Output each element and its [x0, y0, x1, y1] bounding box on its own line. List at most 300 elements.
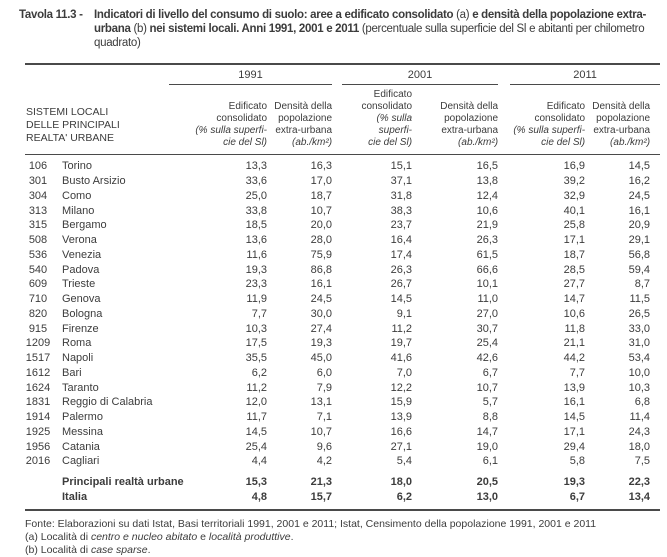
column-gap — [498, 64, 510, 155]
table-row — [25, 381, 660, 396]
sl-code: 820 — [28, 307, 48, 320]
value-cell: 16,1 — [628, 204, 651, 217]
value-cell: 25,4 — [476, 337, 499, 350]
header-line: Densità della — [592, 101, 651, 113]
table-row — [25, 366, 660, 381]
value-cell: 13,6 — [245, 234, 268, 247]
city-name: Messina — [62, 425, 103, 438]
header-line: cie del Sl) — [368, 137, 413, 149]
value-cell: 16,3 — [310, 160, 333, 173]
value-cell: 15,1 — [390, 160, 413, 173]
gap-cell — [498, 204, 510, 219]
value-cell: 6,1 — [482, 455, 499, 468]
sl-code — [25, 469, 51, 490]
value-cell: 14,7 — [476, 425, 499, 438]
gap-cell — [498, 425, 510, 440]
value-cell: 17,1 — [563, 425, 586, 438]
value-cell: 5,4 — [396, 455, 413, 468]
header-line: Densità della — [274, 101, 333, 113]
value-cell: 24,5 — [310, 293, 333, 306]
value-cell: 45,0 — [310, 352, 333, 365]
gap-cell — [498, 454, 510, 469]
gap-cell — [332, 174, 342, 189]
sl-code: 1956 — [25, 440, 51, 453]
city-name: Roma — [62, 337, 92, 350]
statistics-table — [25, 63, 660, 510]
header-line: Edificato — [373, 89, 413, 101]
header-line: (ab./km²) — [458, 137, 499, 149]
value-cell: 12,4 — [476, 189, 499, 202]
value-cell: 27,7 — [563, 278, 586, 291]
gap-cell — [498, 277, 510, 292]
year-header-2011: 2011 — [510, 64, 660, 85]
table-row — [25, 410, 660, 425]
value-cell: 19,0 — [476, 440, 499, 453]
gap-cell — [498, 336, 510, 351]
table-body — [25, 155, 660, 510]
value-cell: 27,1 — [390, 440, 413, 453]
value-cell: 5,7 — [482, 396, 499, 409]
value-cell: 86,8 — [310, 263, 333, 276]
gap-cell — [498, 469, 510, 490]
value-cell: 66,6 — [476, 263, 499, 276]
sl-code — [25, 490, 51, 510]
sl-code: 609 — [28, 278, 48, 291]
city-name: Torino — [62, 160, 92, 173]
sl-code: 1517 — [25, 352, 51, 365]
sl-code: 313 — [28, 204, 48, 217]
value-cell: 6,7 — [569, 490, 586, 503]
value-cell: 16,5 — [476, 160, 499, 173]
header-line: extra-urbana — [441, 125, 499, 137]
value-cell: 15,3 — [245, 476, 268, 489]
value-cell: 4,8 — [251, 490, 268, 503]
table-row — [25, 292, 660, 307]
value-cell: 7,7 — [251, 307, 268, 320]
value-cell: 39,2 — [563, 175, 586, 188]
gap-cell — [498, 218, 510, 233]
footnote-b — [25, 544, 667, 557]
footnote-a-mid: e — [197, 530, 209, 543]
gap-cell — [332, 322, 342, 337]
city-name: Busto Arsizio — [62, 175, 126, 188]
gap-cell — [498, 381, 510, 396]
value-cell: 10,0 — [628, 366, 651, 379]
stub-line: SISTEMI LOCALI — [26, 106, 109, 119]
value-cell: 18,0 — [628, 440, 651, 453]
table-title-text — [94, 9, 649, 50]
value-cell: 44,2 — [563, 352, 586, 365]
value-cell: 59,4 — [628, 263, 651, 276]
sl-code: 540 — [28, 263, 48, 276]
value-cell: 16,1 — [310, 278, 333, 291]
value-cell: 10,7 — [476, 381, 499, 394]
city-name: Italia — [62, 490, 88, 503]
sl-code: 304 — [28, 189, 48, 202]
footnote-b-suffix: . — [147, 544, 151, 557]
value-cell: 12,0 — [245, 396, 268, 409]
gap-cell — [332, 381, 342, 396]
value-cell: 11,0 — [477, 293, 499, 306]
city-name: Reggio di Calabria — [62, 396, 153, 409]
value-cell: 28,0 — [310, 234, 333, 247]
value-cell: 21,1 — [563, 337, 586, 350]
value-cell: 35,5 — [245, 352, 268, 365]
table-row — [25, 155, 660, 174]
gap-cell — [498, 174, 510, 189]
header-line: consolidato — [534, 113, 586, 125]
header-line: extra-urbana — [275, 125, 333, 137]
value-cell: 16,6 — [390, 425, 413, 438]
footnote-b-prefix: (b) Località di — [25, 544, 91, 557]
gap-cell — [498, 490, 510, 510]
value-cell: 9,6 — [316, 440, 333, 453]
city-name: Padova — [62, 263, 100, 276]
table-row — [25, 263, 660, 278]
value-cell: 56,8 — [628, 248, 651, 261]
value-cell: 30,7 — [476, 322, 499, 335]
gap-cell — [498, 351, 510, 366]
value-cell: 4,2 — [316, 455, 333, 468]
gap-cell — [332, 336, 342, 351]
table-row — [25, 425, 660, 440]
header-line: cie del Sl) — [541, 137, 586, 149]
sl-code: 710 — [28, 293, 48, 306]
city-name: Cagliari — [62, 455, 100, 468]
header-line: consolidato — [216, 113, 268, 125]
value-cell: 16,4 — [390, 234, 413, 247]
table-row — [25, 336, 660, 351]
city-name: Como — [62, 189, 92, 202]
table-number: Tavola 11.3 - — [19, 9, 83, 21]
value-cell: 11,9 — [246, 293, 268, 306]
value-cell: 21,3 — [310, 476, 333, 489]
value-cell: 17,4 — [390, 248, 413, 261]
value-cell: 19,7 — [390, 337, 413, 350]
value-cell: 75,9 — [310, 248, 333, 261]
value-cell: 11,2 — [246, 381, 268, 394]
value-cell: 28,5 — [563, 263, 586, 276]
value-cell: 61,5 — [476, 248, 499, 261]
value-cell: 14,5 — [563, 411, 586, 424]
title-note-a-ref: (a) — [456, 9, 470, 21]
value-cell: 10,7 — [310, 425, 333, 438]
value-cell: 27,0 — [476, 307, 499, 320]
value-cell: 13,4 — [628, 490, 651, 503]
gap-cell — [332, 307, 342, 322]
value-cell: 14,5 — [245, 425, 268, 438]
table-row — [25, 440, 660, 455]
value-cell: 6,7 — [482, 366, 499, 379]
value-cell: 53,4 — [628, 352, 651, 365]
footnote-b-italic: case sparse — [90, 544, 148, 557]
gap-cell — [332, 490, 342, 510]
value-cell: 7,0 — [396, 366, 413, 379]
header-line: Edificato — [546, 101, 586, 113]
gap-cell — [498, 410, 510, 425]
table-row — [25, 174, 660, 189]
sl-code: 1914 — [25, 411, 51, 424]
header-line: (ab./km²) — [292, 137, 333, 149]
header-line: Edificato — [228, 101, 268, 113]
stub-header — [25, 64, 169, 155]
table-row — [25, 469, 660, 490]
sl-code: 508 — [28, 234, 48, 247]
value-cell: 7,7 — [569, 366, 586, 379]
value-cell: 19,3 — [563, 476, 586, 489]
table-row — [25, 248, 660, 263]
gap-cell — [498, 248, 510, 263]
gap-cell — [332, 233, 342, 248]
value-cell: 29,1 — [628, 234, 651, 247]
value-cell: 11,4 — [629, 411, 651, 424]
value-cell: 4,4 — [251, 455, 268, 468]
header-line: cie del Sl) — [223, 137, 268, 149]
gap-cell — [498, 395, 510, 410]
value-cell: 18,7 — [563, 248, 586, 261]
table-row — [25, 204, 660, 219]
value-cell: 30,0 — [310, 307, 333, 320]
value-cell: 37,1 — [390, 175, 413, 188]
table-title — [19, 9, 649, 50]
value-cell: 25,0 — [245, 189, 268, 202]
value-cell: 10,3 — [245, 322, 268, 335]
footnote-a-italic-1: centro e nucleo abitato — [90, 530, 198, 543]
value-cell: 13,3 — [245, 160, 268, 173]
value-cell: 18,0 — [390, 476, 413, 489]
col-header-densita-2001 — [412, 85, 498, 155]
value-cell: 10,7 — [310, 204, 333, 217]
value-cell: 27,4 — [310, 322, 333, 335]
value-cell: 19,3 — [245, 263, 268, 276]
city-name: Milano — [62, 204, 95, 217]
col-header-edificato-2011 — [510, 85, 585, 155]
gap-cell — [332, 469, 342, 490]
header-line: (% sulla superfi- — [513, 125, 586, 137]
stub-line: DELLE PRINCIPALI — [26, 119, 120, 132]
header-line: (% sulla superfi- — [195, 125, 268, 137]
value-cell: 5,8 — [569, 455, 586, 468]
value-cell: 26,3 — [390, 263, 413, 276]
gap-cell — [498, 189, 510, 204]
footnote-a-prefix: (a) Località di — [25, 530, 91, 543]
value-cell: 13,0 — [476, 490, 499, 503]
stub-line: REALTA' URBANE — [26, 132, 114, 145]
value-cell: 10,6 — [563, 307, 586, 320]
value-cell: 13,8 — [476, 175, 499, 188]
value-cell: 11,5 — [629, 293, 651, 306]
value-cell: 12,2 — [390, 381, 413, 394]
gap-cell — [498, 307, 510, 322]
value-cell: 26,5 — [628, 307, 651, 320]
value-cell: 33,6 — [245, 175, 268, 188]
header-line: Densità della — [440, 101, 499, 113]
gap-cell — [332, 292, 342, 307]
title-bold-1: Indicatori di livello del consumo di suolo: aree a edificato consolidato — [94, 9, 457, 21]
value-cell: 7,1 — [316, 411, 333, 424]
table-row — [25, 322, 660, 337]
value-cell: 16,9 — [563, 160, 586, 173]
value-cell: 16,2 — [628, 175, 651, 188]
title-subtitle: (percentuale sulla superficie del Sl e abitanti per chilometro quadrato) — [94, 22, 645, 49]
value-cell: 40,1 — [563, 204, 586, 217]
gap-cell — [498, 155, 510, 174]
value-cell: 7,9 — [316, 381, 333, 394]
value-cell: 17,0 — [310, 175, 333, 188]
city-name: Bergamo — [62, 219, 107, 232]
sl-code: 1624 — [25, 381, 51, 394]
city-name: Genova — [62, 293, 101, 306]
value-cell: 20,9 — [628, 219, 651, 232]
gap-cell — [332, 395, 342, 410]
value-cell: 21,9 — [476, 219, 499, 232]
gap-cell — [332, 248, 342, 263]
value-cell: 19,3 — [310, 337, 333, 350]
title-note-b-ref: (b) — [133, 22, 147, 35]
table-row — [25, 351, 660, 366]
value-cell: 10,3 — [628, 381, 651, 394]
value-cell: 14,7 — [563, 293, 586, 306]
sl-code: 315 — [28, 219, 48, 232]
table-row — [25, 218, 660, 233]
table-row — [25, 189, 660, 204]
header-line: popolazione — [444, 113, 499, 125]
gap-cell — [332, 410, 342, 425]
value-cell: 11,8 — [564, 322, 586, 335]
value-cell: 14,5 — [628, 160, 651, 173]
year-header-1991: 1991 — [169, 64, 332, 85]
value-cell: 29,4 — [563, 440, 586, 453]
value-cell: 24,3 — [628, 425, 651, 438]
gap-cell — [332, 155, 342, 174]
city-name: Firenze — [62, 322, 99, 335]
city-name: Bari — [62, 366, 82, 379]
value-cell: 13,1 — [310, 396, 333, 409]
gap-cell — [498, 322, 510, 337]
value-cell: 10,6 — [476, 204, 499, 217]
value-cell: 11,2 — [391, 322, 413, 335]
gap-cell — [498, 263, 510, 278]
col-header-densita-1991 — [267, 85, 332, 155]
gap-cell — [332, 277, 342, 292]
value-cell: 11,7 — [246, 411, 268, 424]
value-cell: 15,7 — [310, 490, 333, 503]
header-line: (% sulla superfi- — [376, 113, 413, 137]
value-cell: 23,7 — [390, 219, 413, 232]
table-row — [25, 395, 660, 410]
sl-code: 536 — [28, 248, 48, 261]
table-footer — [25, 518, 667, 557]
sl-code: 106 — [28, 160, 48, 173]
city-name: Venezia — [62, 248, 102, 261]
table-row — [25, 307, 660, 322]
value-cell: 31,8 — [390, 189, 413, 202]
value-cell: 31,0 — [628, 337, 651, 350]
gap-cell — [498, 233, 510, 248]
table-row — [25, 454, 660, 469]
value-cell: 26,7 — [390, 278, 413, 291]
value-cell: 32,9 — [563, 189, 586, 202]
value-cell: 6,2 — [251, 366, 268, 379]
value-cell: 14,5 — [390, 293, 413, 306]
table-row — [25, 277, 660, 292]
value-cell: 7,5 — [634, 455, 651, 468]
col-header-edificato-2001 — [342, 85, 412, 155]
value-cell: 17,1 — [563, 234, 586, 247]
value-cell: 13,9 — [390, 411, 413, 424]
source-note: Fonte: Elaborazioni su dati Istat, Basi territoriali 1991, 2001 e 2011; Istat, Censimento della popolazione 1991, 2001 e 2011 — [25, 517, 597, 530]
header-line: extra-urbana — [593, 125, 651, 137]
value-cell: 15,9 — [390, 396, 413, 409]
header-line: popolazione — [596, 113, 651, 125]
city-name: Bologna — [62, 307, 103, 320]
footnote-a — [25, 531, 667, 544]
value-cell: 25,8 — [563, 219, 586, 232]
value-cell: 8,8 — [482, 411, 499, 424]
gap-cell — [332, 189, 342, 204]
footnote-a-italic-2: località produttive — [208, 530, 291, 543]
gap-cell — [498, 440, 510, 455]
header-line: consolidato — [361, 101, 413, 113]
value-cell: 22,3 — [628, 476, 651, 489]
sl-code: 301 — [28, 175, 48, 188]
value-cell: 6,8 — [634, 396, 651, 409]
gap-cell — [332, 204, 342, 219]
sl-code: 1612 — [25, 366, 51, 379]
value-cell: 9,1 — [396, 307, 413, 320]
value-cell: 18,5 — [245, 219, 268, 232]
value-cell: 20,0 — [310, 219, 333, 232]
value-cell: 20,5 — [476, 476, 499, 489]
value-cell: 42,6 — [476, 352, 499, 365]
gap-cell — [332, 218, 342, 233]
gap-cell — [332, 366, 342, 381]
sl-code: 1209 — [25, 337, 51, 350]
value-cell: 10,1 — [476, 278, 499, 291]
gap-cell — [332, 351, 342, 366]
value-cell: 18,7 — [310, 189, 333, 202]
header-line: (ab./km²) — [610, 137, 651, 149]
sl-code: 1831 — [25, 396, 51, 409]
title-bold-3: nei sistemi locali. Anni 1991, 2001 e 2011 — [146, 22, 362, 35]
value-cell: 38,3 — [390, 204, 413, 217]
header-line: popolazione — [278, 113, 333, 125]
sl-code: 915 — [28, 322, 48, 335]
gap-cell — [498, 366, 510, 381]
value-cell: 6,2 — [396, 490, 413, 503]
city-name: Principali realtà urbane — [62, 476, 184, 489]
table-row — [25, 490, 660, 510]
column-gap — [332, 64, 342, 155]
title-bold-2: e densità della popolazione extra-urbana — [94, 9, 647, 35]
document-page — [0, 9, 667, 557]
value-cell: 41,6 — [390, 352, 413, 365]
value-cell: 25,4 — [245, 440, 268, 453]
city-name: Palermo — [62, 411, 103, 424]
col-header-densita-2011 — [585, 85, 660, 155]
value-cell: 11,6 — [246, 248, 268, 261]
city-name: Trieste — [62, 278, 96, 291]
value-cell: 26,3 — [476, 234, 499, 247]
year-header-2001: 2001 — [342, 64, 498, 85]
sl-code: 1925 — [25, 425, 51, 438]
gap-cell — [332, 425, 342, 440]
city-name: Taranto — [62, 381, 99, 394]
col-header-edificato-1991 — [169, 85, 267, 155]
value-cell: 6,0 — [316, 366, 333, 379]
city-name: Verona — [62, 234, 97, 247]
value-cell: 24,5 — [628, 189, 651, 202]
